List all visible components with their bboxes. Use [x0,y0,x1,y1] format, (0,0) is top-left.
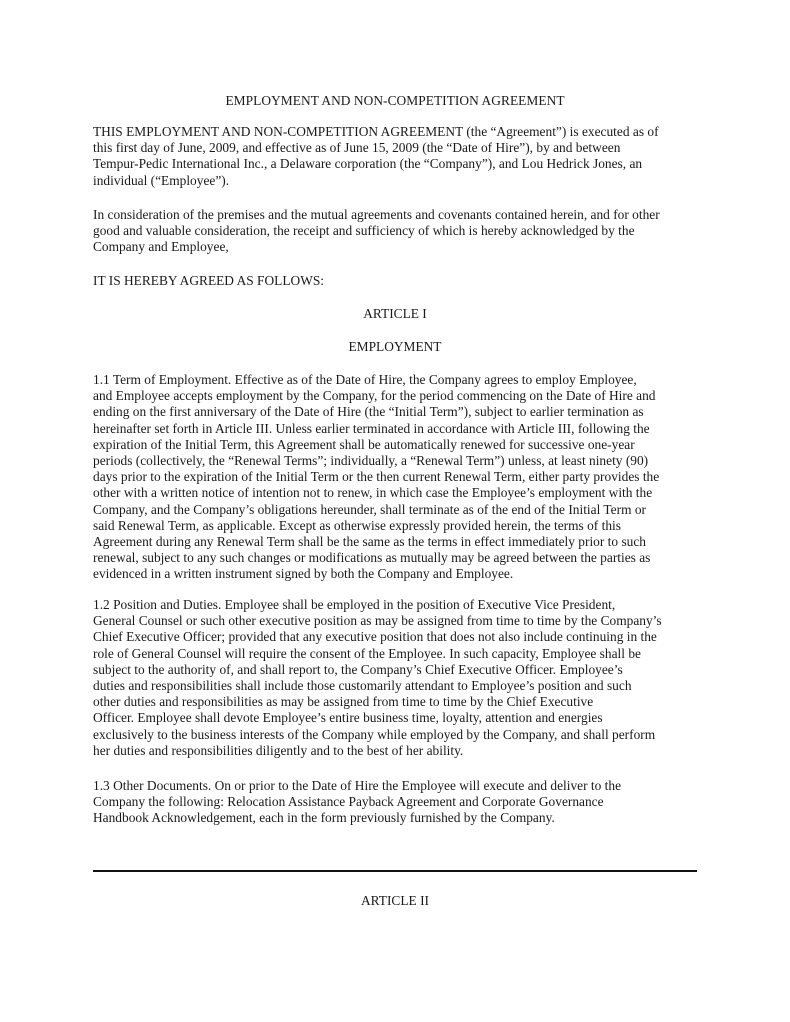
text-line: and Employee accepts employment by the Company, for the period commencing on the Date of Hire and [93,388,656,404]
text-line: Tempur-Pedic International Inc., a Delaware corporation (the “Company”), and Lou Hedrick Jones, an [93,156,643,172]
document-title: EMPLOYMENT AND NON-COMPETITION AGREEMENT [225,93,565,108]
text-line: hereinafter set forth in Article III. Unless earlier terminated in accordance with Article III, following the [93,420,650,436]
text-line: exclusively to the business interests of the Company while employed by the Company, and shall perform [93,726,656,742]
text-line: THIS EMPLOYMENT AND NON-COMPETITION AGREEMENT (the “Agreement”) is executed as of [93,124,659,139]
text-line: days prior to the expiration of the Initial Term or the then current Renewal Term, either party provides the [93,469,660,485]
article-1-subheading: EMPLOYMENT [348,339,442,354]
agreed-statement [93,273,713,289]
text-line: good and valuable consideration, the receipt and sufficiency of which is hereby acknowledged by the [93,223,635,239]
text-line: Officer. Employee shall devote Employee’s entire business time, loyalty, attention and energies [93,710,603,726]
text-line: other duties and responsibilities as may be assigned from time to time by the Chief Executive [93,694,594,710]
text-line: Handbook Acknowledgement, each in the form previously furnished by the Company. [93,810,555,826]
section-1-2-position-and-duties [93,597,713,759]
section-1-3-other-documents [93,778,713,827]
preamble-paragraph [93,124,713,189]
text-line: Company the following: Relocation Assistance Payback Agreement and Corporate Governance [93,794,604,810]
page-break-divider [93,870,697,872]
text-line: Company, and the Company’s obligations hereunder, shall terminate as of the end of the Initial Term or [93,501,646,517]
consideration-paragraph [93,207,713,256]
text-line: subject to the authority of, and shall report to, the Company’s Chief Executive Officer. Employee’s [93,661,623,677]
text-line: Chief Executive Officer; provided that any executive position that does not also include continuing in the [93,629,657,645]
text-line: In consideration of the premises and the mutual agreements and covenants contained herein, and for other [93,207,660,222]
article-2-heading: ARTICLE II [361,893,429,908]
text-line: Company and Employee, [93,239,229,255]
text-line: IT IS HEREBY AGREED AS FOLLOWS: [93,273,324,288]
section-1-1-term-of-employment [93,372,713,583]
text-line: 1.3 Other Documents. On or prior to the Date of Hire the Employee will execute and deliver to the [93,778,622,793]
text-line: renewal, subject to any such changes or modifications as mutually may be agreed between the parties as [93,550,651,566]
text-line: 1.1 Term of Employment. Effective as of the Date of Hire, the Company agrees to employ Employee, [93,372,637,387]
text-line: periods (collectively, the “Renewal Terms”; individually, a “Renewal Term”) unless, at least ninety (90) [93,453,649,469]
article-1-heading: ARTICLE I [363,306,427,321]
text-line: duties and responsibilities shall include those customarily attendant to Employee’s position and such [93,678,632,694]
text-line: individual (“Employee”). [93,172,230,188]
text-line: this first day of June, 2009, and effective as of June 15, 2009 (the “Date of Hire”), by and between [93,140,621,156]
text-line: said Renewal Term, as applicable. Except as otherwise expressly provided herein, the terms of this [93,517,621,533]
text-line: expiration of the Initial Term, this Agreement shall be automatically renewed for successive one-year [93,436,635,452]
text-line: role of General Counsel will require the consent of the Employee. In such capacity, Employee shall be [93,645,641,661]
text-line: ending on the first anniversary of the Date of Hire (the “Initial Term”), subject to earlier termination as [93,404,644,420]
text-line: other with a written notice of intention not to renew, in which case the Employee’s employment with the [93,485,653,501]
text-line: 1.2 Position and Duties. Employee shall be employed in the position of Executive Vice President, [93,597,616,612]
text-line: her duties and responsibilities diligently and to the best of her ability. [93,742,464,758]
text-line: evidenced in a written instrument signed by both the Company and Employee. [93,566,514,582]
text-line: Agreement during any Renewal Term shall be the same as the terms in effect immediately prior to such [93,534,646,550]
text-line: General Counsel or such other executive position as may be assigned from time to time by the Company’s [93,613,662,629]
